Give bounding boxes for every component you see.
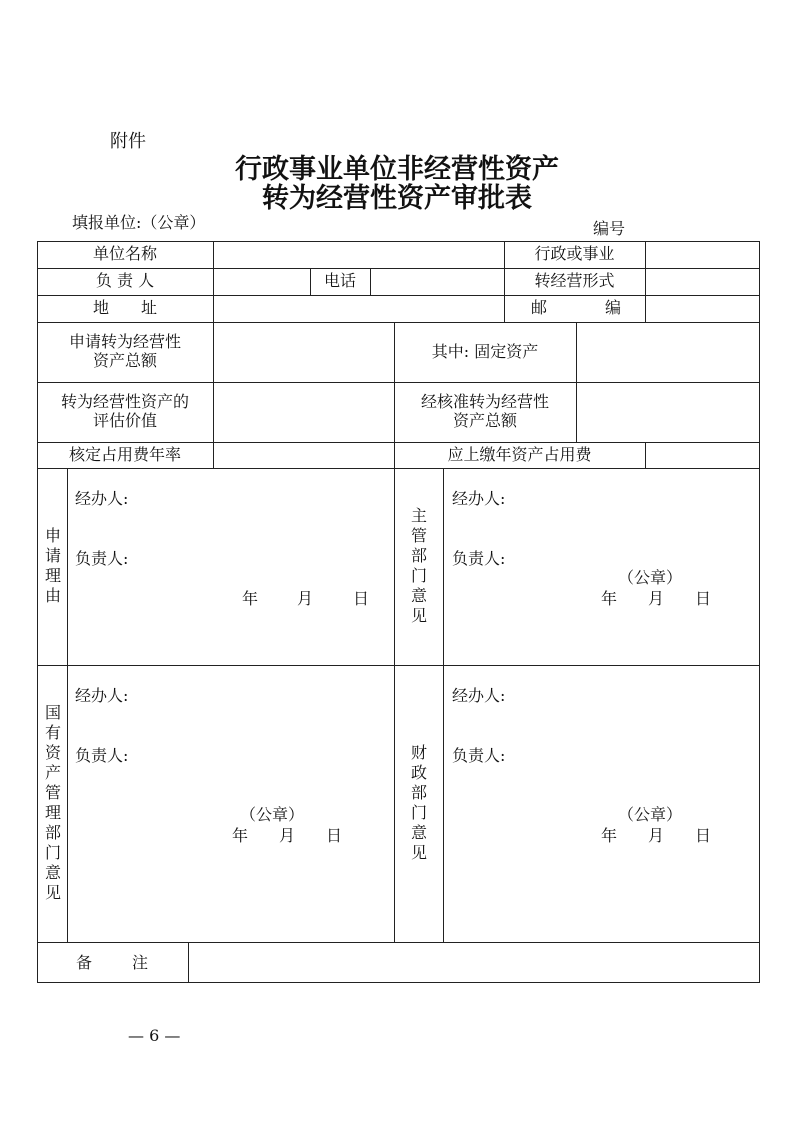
person-in-charge-label: 负 责 人 [95, 271, 155, 290]
reason-month: 月 [297, 589, 314, 608]
person-in-charge-field[interactable] [214, 269, 309, 294]
apply-total-field[interactable] [214, 323, 393, 381]
fee-rate-label: 核定占用费年率 [68, 445, 181, 464]
postcode-label-1: 邮 [531, 298, 548, 317]
supervisor-seal: （公章） [618, 568, 683, 587]
unit-name-label: 单位名称 [92, 244, 157, 263]
supervisor-label: 主管部门意见 [410, 506, 427, 625]
finance-responsible-label: 负责人: [452, 746, 506, 765]
postcode-label-2: 编 [605, 298, 622, 317]
assessed-value-label-1: 转为经营性资产的 [60, 392, 189, 411]
reason-day: 日 [353, 589, 370, 608]
annual-fee-field[interactable] [646, 443, 758, 467]
apply-total-label-1: 申请转为经营性 [68, 332, 181, 351]
state-asset-seal: （公章） [240, 805, 305, 824]
supervisor-day: 日 [695, 589, 712, 608]
approved-total-field[interactable] [577, 383, 758, 441]
fixed-assets-label: 其中: 固定资产 [431, 342, 539, 361]
state-asset-year: 年 [232, 826, 249, 845]
conversion-form-field[interactable] [646, 269, 758, 294]
state-asset-day: 日 [326, 826, 343, 845]
unit-name-field[interactable] [214, 242, 503, 267]
state-asset-handler-label: 经办人: [75, 686, 129, 705]
serial-no-label: 编号 [593, 219, 626, 238]
attachment-label: 附件 [110, 131, 146, 152]
supervisor-responsible-label: 负责人: [452, 549, 506, 568]
assessed-value-label-2: 评估价值 [92, 411, 157, 430]
finance-day: 日 [695, 826, 712, 845]
admin-or-public-label: 行政或事业 [534, 244, 615, 263]
fee-rate-field[interactable] [214, 443, 393, 467]
assessed-value-field[interactable] [214, 383, 393, 441]
phone-field[interactable] [371, 269, 503, 294]
filing-unit-label: 填报单位:（公章） [72, 213, 206, 232]
postcode-field[interactable] [646, 296, 758, 321]
address-field[interactable] [214, 296, 503, 321]
annual-fee-label: 应上缴年资产占用费 [447, 445, 592, 464]
state-asset-month: 月 [279, 826, 296, 845]
reason-label: 申请理由 [44, 526, 61, 605]
apply-total-label-2: 资产总额 [92, 351, 157, 370]
phone-label: 电话 [323, 271, 356, 290]
admin-or-public-field[interactable] [646, 242, 758, 267]
page-number: — 6 — [128, 1026, 181, 1045]
reason-responsible-label: 负责人: [75, 549, 129, 568]
reason-handler-label: 经办人: [75, 489, 129, 508]
title-line2: 转为经营性资产审批表 [262, 183, 532, 214]
remarks-label-1: 备 [76, 953, 93, 972]
remarks-field[interactable] [189, 943, 758, 981]
finance-month: 月 [648, 826, 665, 845]
approved-total-label-2: 资产总额 [452, 411, 517, 430]
finance-label: 财政部门意见 [410, 743, 427, 862]
supervisor-year: 年 [601, 589, 618, 608]
state-asset-label: 国有资产管理部门意见 [44, 703, 61, 902]
approved-total-label-1: 经核准转为经营性 [420, 392, 549, 411]
address-label: 地 址 [92, 298, 157, 317]
title-line1: 行政事业单位非经营性资产 [235, 154, 559, 185]
state-asset-responsible-label: 负责人: [75, 746, 129, 765]
remarks-label-2: 注 [132, 953, 149, 972]
fixed-assets-field[interactable] [577, 323, 758, 381]
finance-handler-label: 经办人: [452, 686, 506, 705]
finance-seal: （公章） [618, 805, 683, 824]
finance-year: 年 [601, 826, 618, 845]
reason-year: 年 [242, 589, 259, 608]
supervisor-month: 月 [648, 589, 665, 608]
supervisor-handler-label: 经办人: [452, 489, 506, 508]
conversion-form-label: 转经营形式 [534, 271, 615, 290]
